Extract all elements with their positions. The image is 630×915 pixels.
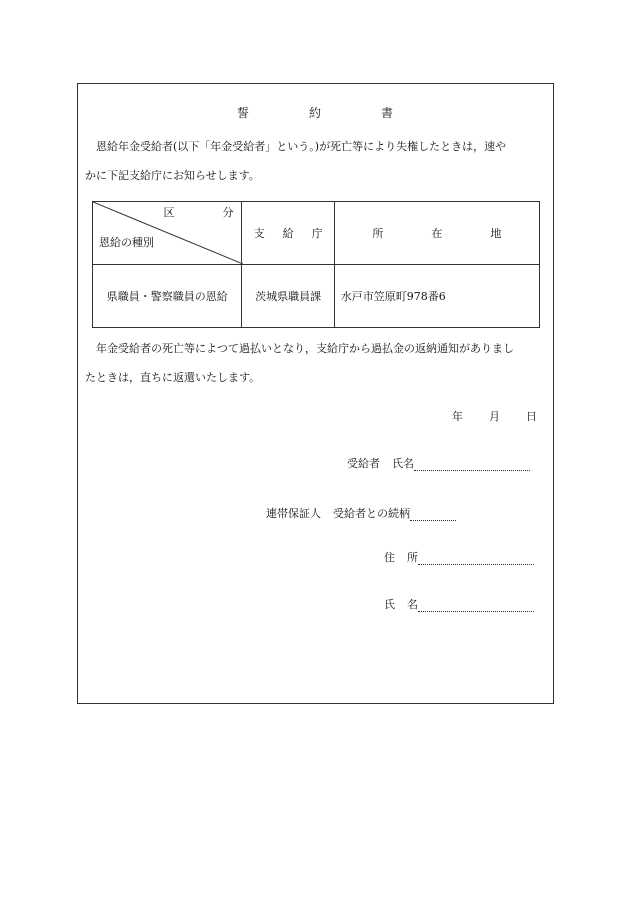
relation-label: 受給者との続柄 xyxy=(333,507,410,520)
recipient-name-line xyxy=(347,455,530,471)
table-header-row xyxy=(93,202,540,265)
title-char: 書 xyxy=(381,106,394,120)
document-title xyxy=(0,104,630,121)
pledge-paragraph-2 xyxy=(85,334,547,392)
recipient-name-label: 氏名 xyxy=(392,457,414,470)
cell-shubetsu: 県職員・警察職員の恩給 xyxy=(93,265,242,328)
cell-shikyucho: 茨城県職員課 xyxy=(242,265,334,328)
header-shubetsu: 恩給の種別 xyxy=(99,236,154,249)
paragraph-2-line-1: 年金受給者の死亡等によつて過払いとなり，支給庁から過払金の返納通知がありまし xyxy=(96,342,514,355)
cell-shozaichi: 水戸市笠原町978番6 xyxy=(334,265,539,328)
header-diagonal-cell xyxy=(93,202,242,265)
header-shozaichi: 所 在 地 xyxy=(334,202,539,265)
pledge-paragraph-1 xyxy=(85,132,547,190)
guarantor-name-line: 氏 名 xyxy=(384,596,534,612)
recipient-name-field[interactable] xyxy=(414,458,530,471)
table-row xyxy=(93,265,540,328)
date-line: 年 月 日 xyxy=(452,410,537,423)
paragraph-1-line-2: かに下記支給庁にお知らせします。 xyxy=(85,169,260,182)
paragraph-2-line-2: たときは，直ちに返還いたします。 xyxy=(85,371,261,384)
guarantor-line xyxy=(266,505,456,521)
header-kubun: 区 分 xyxy=(163,206,234,219)
guarantor-label: 連帯保証人 xyxy=(266,507,321,520)
pension-info-table xyxy=(92,201,540,328)
address-field[interactable] xyxy=(418,552,534,565)
address-line: 住 所 xyxy=(384,549,534,565)
guarantor-name-field[interactable] xyxy=(418,599,534,612)
recipient-label: 受給者 xyxy=(347,457,380,470)
paragraph-1-line-1: 恩給年金受給者(以下「年金受給者」という。)が死亡等により失権したときは，速や xyxy=(96,140,507,153)
header-shikyucho: 支 給 庁 xyxy=(242,202,334,265)
relation-field[interactable] xyxy=(410,508,456,521)
title-char: 約 xyxy=(308,106,321,120)
title-char: 誓 xyxy=(236,106,249,120)
